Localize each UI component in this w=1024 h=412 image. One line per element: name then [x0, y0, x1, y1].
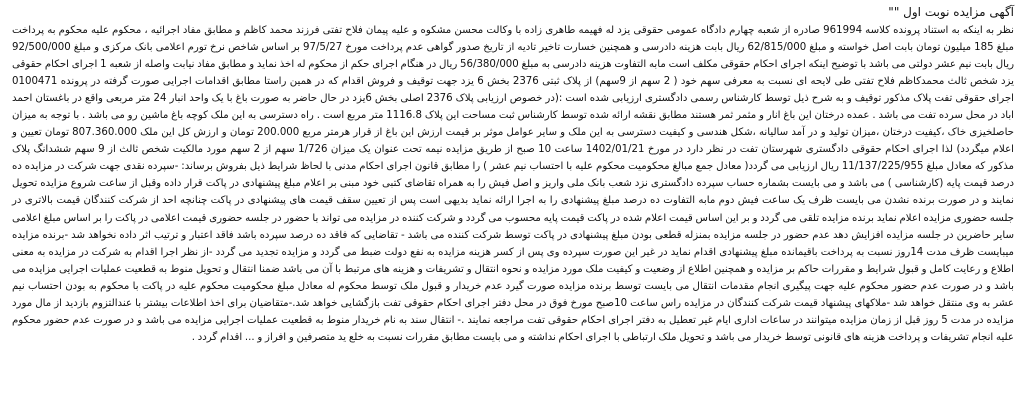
notice-title: آگهی مزایده نوبت اول "" [888, 5, 1014, 19]
notice-body: نظر به اینکه به استناد پرونده کلاسه 961994 صادره از شعبه چهارم دادگاه عمومی حقوقی یزد له فهیمه طاهری زاده با وکالت محسن مشکوه و علیه پیمان فلاح تفتی فرزند محمد کاظم و مطابق مفاد اجرائیه ، محکوم علیه محکوم به پرداخت مبلغ 185 میلیون تومان بابت اصل خواسته و مبلغ 62/815/000 ریال بابت هزینه دادرسی و همچنین خسارت تاخیر تادیه از تاریخ صدور گواهی عدم پرداخت مورخ 97/5/27 بر اساس شاخص نرخ تورم اعلامی بانک مرکزی و مبلغ 92/500/000 ریال بابت نیم عشر دولتی می باشد با توضیح اینکه اجرای احکام حقوقی مکلف است مابه التفاوت هزینه دادرسی به مبلغ 56/380/000 ریال در هنگام اجرای حکم از محکوم له اخذ نماید و مطابق مفاد نیابت واصله از شعبه 1 اجرای احکام حقوقی یزد شخص ثالث محمدکاظم فلاح تفتی طی لایحه ای نسبت به معرفی سهم خود ( 2 سهم از 9سهم) از پلاک ثبتی 2376 بخش 6 یزد جهت توقیف و فروش اقدام که در همین راستا مطابق اقدامات اجرایی صورت گرفته در پرونده 0100471 اجرای حقوقی تفت پلاک مذکور توقیف و به شرح ذیل توسط کارشناس رسمی دادگستری ارزیابی شده است :(در خصوص ارزیابی پلاک 2376 اصلی بخش 6یزد در حال حاضر به صورت باغ با یک واحد انبار 24 متر مربعی واقع در باغستان احمد اباد در محل سرده تفت می باشد . عمده درختان این باغ انار و مثمر ثمر هستند مطابق نقشه ارائه شده توسط کارشناس ثبت مساحت این پلاک 1116.8 متر مربع است . راه دسترسی به این ملک کوچه باغ ماشین رو می باشد . با توجه به میزان حاصلخیزی خاک ،کیفیت درختان ،میزان تولید و در آمد سالیانه ،شکل هندسی و کیفیت دسترسی به این ملک و سایر عوامل موثر بر قیمت ارزش این باغ از قرار هرمتر مربع 200.000 تومان و ارزش کل این ملک 807.360.000 تومان تعیین و اعلام میگردد) لذا اجرای احکام حقوقی دادگستری شهرستان تفت در نظر دارد در مورخ 1402/01/21 ساعت 10 صبح از طریق مزایده نیمه تحت عنوان یک میزان 1/726 سهم از 2 سهم مورد مالکیت شخص ثالث از 9 سهم ششدانگ پلاک مذکور که معادل مبلغ 11/137/225/955 ریال ارزیابی می گردد( معادل جمع مبالغ محکومیت محکوم علیه با احتساب نیم عشر ) را مطابق قانون اجرای احکام مدنی با لحاظ شرایط ذیل بفروش برساند: -سپرده نقدی جهت شرکت در مزایده ده درصد قیمت پایه (کارشناسی ) می باشد و می بایست بشماره حساب سپرده دادگستری نزد شعب بانک ملی واریز و اصل فیش را به همراه تقاضای کتبی خود مبنی بر اعلام مبلغ پیشنهادی در پاکت قرار داده وقبل از ساعت شروع مزایده تحویل نمایند و در صورت برنده نشدن می بایست ظرف یک ساعت فیش دوم مابه التفاوت ده درصد مبلغ پیشنهادی را به اجرا ارائه نماید بدیهی است پس از تعیین سقف قیمت های پیشنهادی در پاکت چنانچه احد از شرکت کنندگان قیمت بالاتری در جلسه حضوری مزایده اعلام نماید برنده مزایده تلقی می گردد و بر این اساس قیمت اعلام شده در پاکت قیمت پایه محسوب می گردد و شرکت کننده در مزایده می تواند با حضور در جلسه حضوری قیمت اعلامی در پاکت را بر اساس مبلغ اعلامی سایر حاضرین در جلسه مزایده افزایش دهد عدم حضور در جلسه مزایده بمنزله قطعی بودن مبلغ پیشنهادی در پاکت توسط شرکت کننده می باشد - تقاضایی که فاقد ده درصد سپرده باشد فاقد اعتبار و ترتیب اثر داده نخواهد شد -برنده مزایده میبایست ظرف مدت 14روز نسبت به پرداخت باقیمانده مبلغ پیشنهادی اقدام نماید در غیر این صورت سپرده وی پس از کسر هزینه مزایده به نفع دولت ضبط می گردد و مزایده تجدید می گردد -از نظر اجرا اقدام به شرکت در مزایده به معنی اطلاع و رعایت کامل و قبول شرایط و مقررات حاکم بر مزایده و همچنین اطلاع از وضعیت و کیفیت ملک مورد مزایده و نحوه انتقال و تشریفات و هزینه های مرتبط با آن می باشد ضمنا انتقال و تحویل منوط به قطعیت عملیات اجرایی مزایده می باشد و در صورت عدم حضور محکوم علیه جهت پیگیری انجام مقدمات انتقال می بایست توسط برنده مزایده صورت گیرد عدم خریدار و قبول ملک توسط محکوم له معادل مبلغ محکومیت محکوم علیه در پاکت با محکوم به بودن احتساب نیم عشر به وی منتقل خواهد شد -ملاکهای پیشنهاد قیمت شرکت کنندگان در مزایده راس ساعت 10صبح مورخ فوق در محل دفتر اجرای احکام حقوقی تفت بازگشایی خواهد شد.-متقاضیان برای اخذ اطلاعات بیشتر با عندالتزوم بازدید از مال مورد مزایده در مدت 5 روز قبل از زمان مزایده میتوانند در ساعات اداری ایام غیر تعطیل به دفتر اجرای احکام حقوقی تفت مراجعه نمایند .- انتقال سند به نام خریدار منوط به قطعیت عملیات اجرایی مزایده می باشد و در صورت عدم حضور محکوم علیه انجام تشریفات و پرداخت هزینه های قانونی توسط خریدار می باشد و تحویل ملک ارتباطی با اجرای احکام نداشته و می بایست مطابق مقررات نسبت به خلع ید متصرفین و افراز و ... اقدام گردد . [12, 25, 1015, 343]
